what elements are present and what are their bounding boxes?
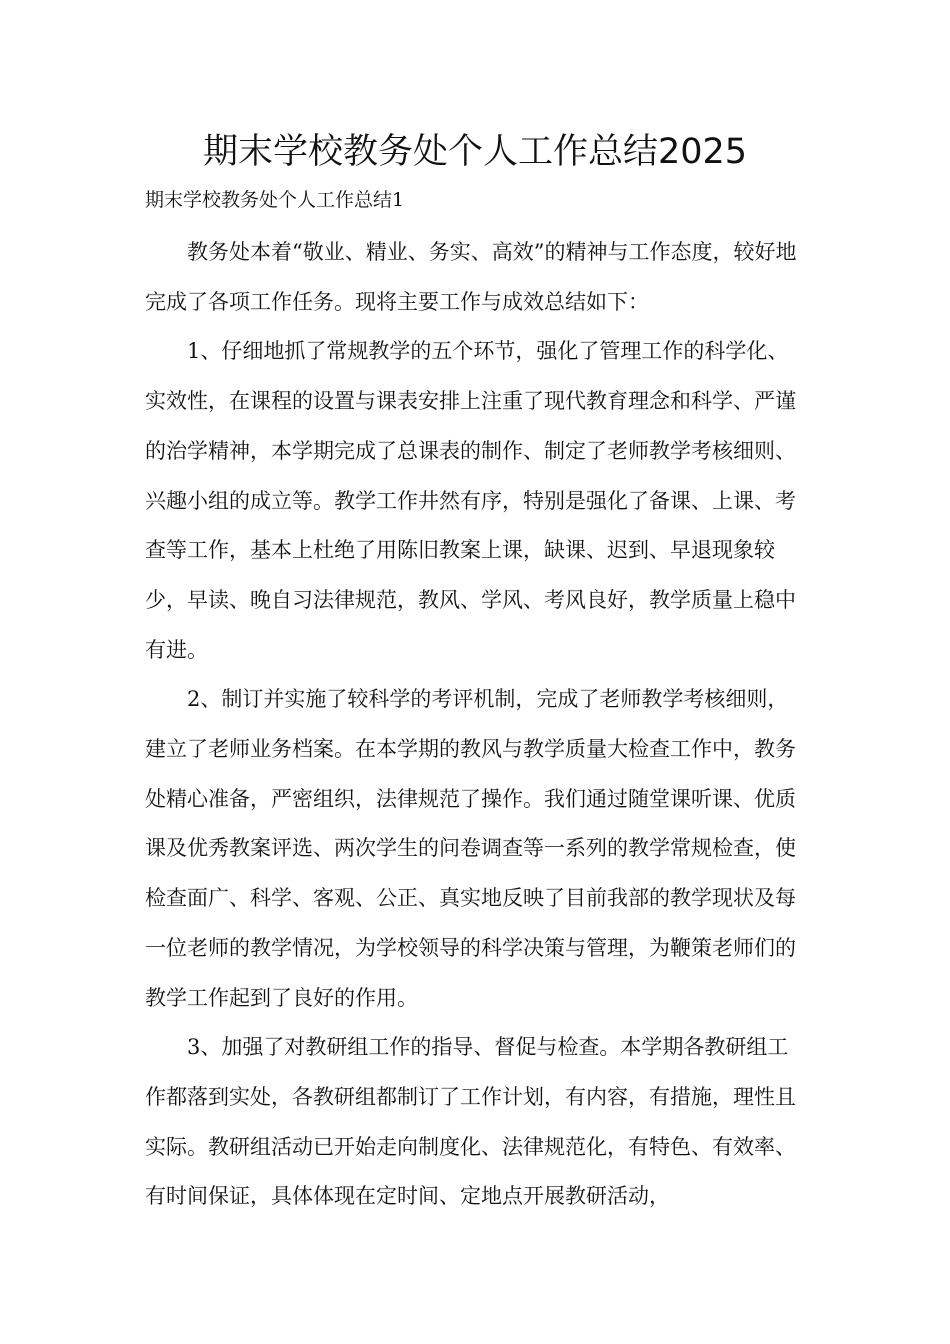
body-paragraph-3: 3、加强了对教研组工作的指导、督促与检查。本学期各教研组工作都落到实处，各教研组都制订了工作计划，有内容，有措施，理性且实际。教研组活动已开始走向制度化、法律规范化，有特色、有效率、有时间保证，具体体现在定时间、定地点开展教研活动，	[145, 1035, 796, 1209]
document-title: 期末学校教务处个人工作总结2025	[202, 132, 748, 172]
body-paragraph-1: 1、仔细地抓了常规教学的五个环节，强化了管理工作的科学化、实效性，在课程的设置与课表安排上注重了现代教育理念和科学、严谨的治学精神，本学期完成了总课表的制作、制定了老师教学考核细则、兴趣小组的成立等。教学工作井然有序，特别是强化了备课、上课、考查等工作，基本上杜绝了用陈旧教案上课，缺课、迟到、早退现象较少，早读、晚自习法律规范，教风、学风、考风良好，教学质量上稳中有进。	[145, 339, 796, 662]
document-subtitle: 期末学校教务处个人工作总结1	[145, 189, 405, 211]
body-paragraph-intro: 教务处本着“敬业、精业、务实、高效”的精神与工作态度，较好地完成了各项工作任务。现将主要工作与成效总结如下：	[145, 240, 797, 314]
body-paragraph-2: 2、制订并实施了较科学的考评机制，完成了老师教学考核细则，建立了老师业务档案。在本学期的教风与教学质量大检查工作中，教务处精心准备，严密组织，法律规范了操作。我们通过随堂课听课、优质课及优秀教案评选、两次学生的问卷调查等一系列的教学常规检查，使检查面广、科学、客观、公正、真实地反映了目前我部的教学现状及每一位老师的教学情况，为学校领导的科学决策与管理，为鞭策老师们的教学工作起到了良好的作用。	[145, 687, 796, 1010]
document-body	[145, 228, 805, 1222]
